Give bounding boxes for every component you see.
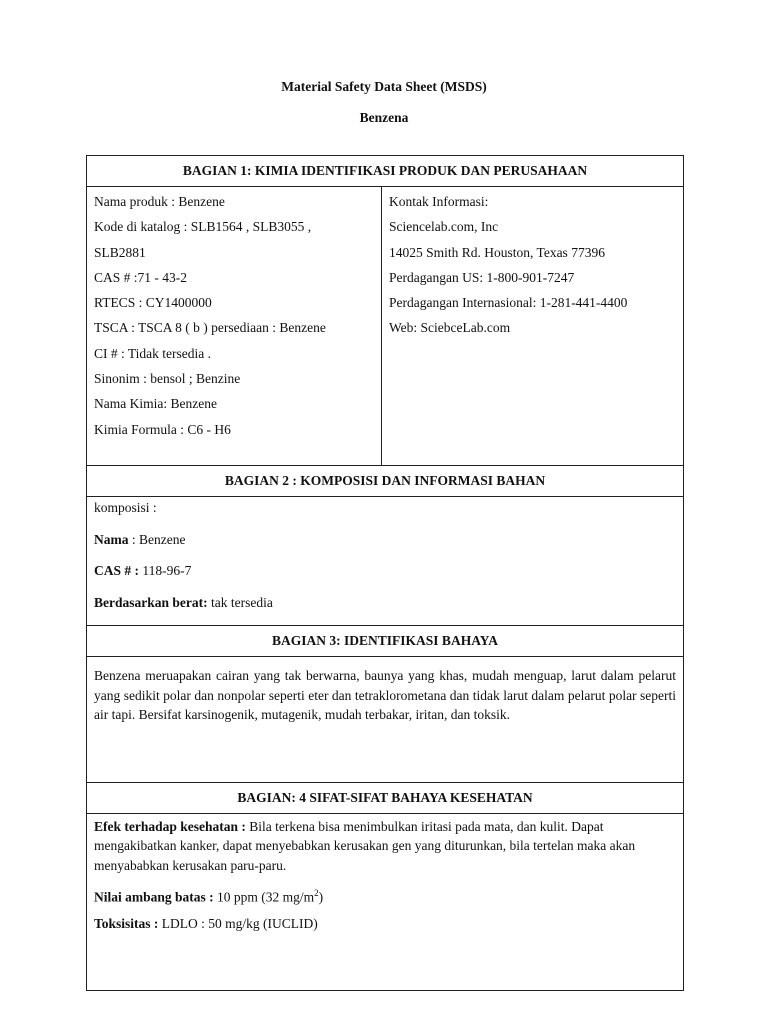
- composition-cas: CAS # : 118-96-7: [94, 563, 192, 578]
- composition-name: Nama : Benzene: [94, 531, 186, 547]
- company-name: Sciencelab.com, Inc: [389, 219, 499, 235]
- composition-cell: [87, 497, 684, 626]
- threshold-limit: Nilai ambang batas : 10 ppm (32 $mg/m^2$): [94, 887, 324, 905]
- synonyms: Sinonim : bensol ; Benzine: [94, 371, 241, 387]
- document-subtitle: Benzena: [359, 110, 409, 125]
- phone-us: Perdagangan US: 1-800-901-7247: [389, 269, 575, 285]
- section-1-heading: BAGIAN 1: KIMIA IDENTIFIKASI PRODUK DAN PERUSAHAAN: [87, 156, 684, 187]
- catalog-code: Kode di katalog : SLB1564 , SLB3055 ,: [94, 219, 312, 235]
- company-address: 14025 Smith Rd. Houston, Texas 77396: [389, 244, 605, 260]
- tsca: TSCA : TSCA 8 ( b ) persediaan : Benzene: [94, 320, 326, 336]
- section-4-heading: BAGIAN: 4 SIFAT-SIFAT BAHAYA KESEHATAN: [87, 783, 684, 814]
- product-info-cell: [87, 187, 382, 466]
- document-title: Material Safety Data Sheet (MSDS): [281, 79, 487, 94]
- contact-info-cell: [382, 187, 684, 466]
- website: Web: SciebceLab.com: [389, 320, 511, 336]
- section-2-heading: BAGIAN 2 : KOMPOSISI DAN INFORMASI BAHAN: [87, 466, 684, 497]
- chemical-name: Nama Kimia: Benzene: [94, 396, 217, 412]
- phone-international: Perdagangan Internasional: 1-281-441-4400: [389, 295, 628, 311]
- composition-intro: komposisi :: [94, 500, 157, 515]
- chemical-formula: Kimia Formula : C6 - H6: [94, 421, 231, 437]
- composition-weight: Berdasarkan berat: tak tersedia: [94, 594, 273, 610]
- health-hazard-cell: [87, 814, 684, 991]
- cas-number: CAS # :71 - 43-2: [94, 269, 188, 285]
- hazard-description: Benzena meruapakan cairan yang tak berwarna, baunya yang khas, mudah menguap, larut dalam pelarut yang sedikit polar dan nonpolar seperti eter dan tetraklorometana dan tidak larut dalam pelarut polar seperti air tapi. Bersifat karsinogenik, mutagenik, mudah terbakar, iritan, dan toksik.: [94, 668, 677, 723]
- hazard-identification-cell: [87, 657, 684, 783]
- rtecs: RTECS : CY1400000: [94, 295, 212, 311]
- product-name: Nama produk : Benzene: [94, 194, 225, 209]
- catalog-code-cont: SLB2881: [94, 244, 146, 260]
- contact-heading: Kontak Informasi:: [389, 194, 489, 209]
- health-effects: Efek terhadap kesehatan : Bila terkena bisa menimbulkan iritasi pada mata, dan kulit. Dapat mengakibatkan kanker, dapat menyebabkan kerusakan gen yang diturunkan, bila tertelan maka akan menyababkan kerusakan paru-paru.: [94, 819, 636, 873]
- section-3-heading: BAGIAN 3: IDENTIFIKASI BAHAYA: [87, 626, 684, 657]
- toxicity: Toksisitas : LDLO : 50 mg/kg (IUCLID): [94, 916, 318, 932]
- msds-table: [86, 155, 684, 991]
- ci-number: CI # : Tidak tersedia .: [94, 345, 211, 361]
